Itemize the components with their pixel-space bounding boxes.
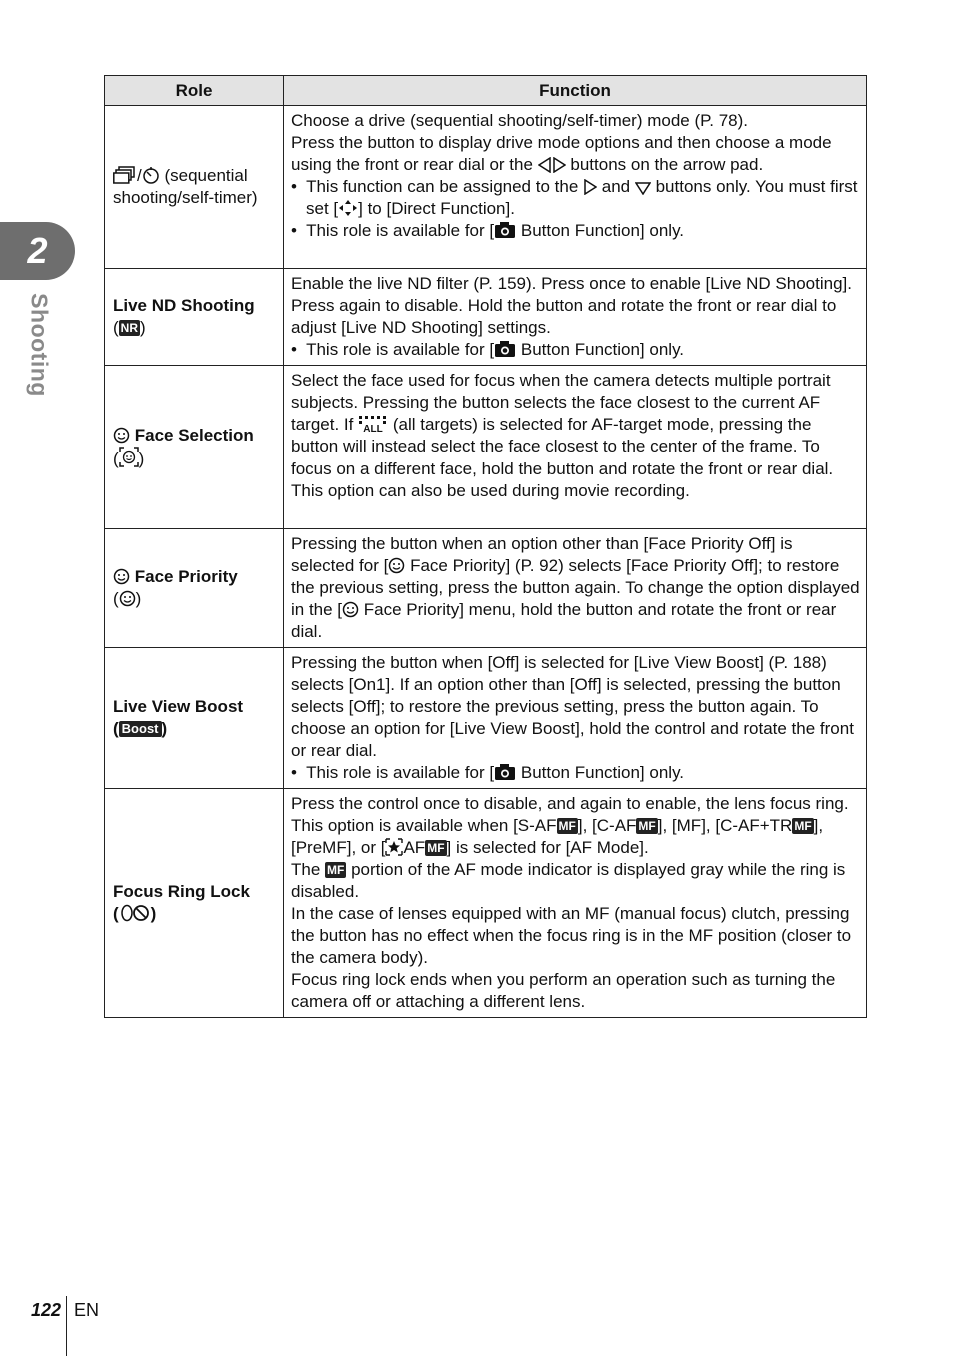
face-selection-icon (119, 447, 139, 467)
page-number: 122 (31, 1300, 62, 1320)
role-text: (sequential shooting/self-timer) (113, 166, 258, 207)
role-cell: Focus Ring Lock ( ) (105, 789, 284, 1018)
star-icon (385, 838, 403, 856)
table-row (105, 789, 867, 1018)
face-icon (388, 557, 405, 574)
role-cell: Live View Boost ( Boost ) (105, 648, 284, 789)
role-title: Face Selection (134, 425, 254, 445)
af-all-targets-icon (358, 415, 388, 433)
multi-selector-icon (338, 199, 358, 217)
arrow-left-icon (538, 157, 552, 173)
function-text: Press the button to display drive mode options and then choose a mode using the front or rear dial or the buttons on the arrow pad. (291, 133, 832, 174)
role-title: Focus Ring Lock (113, 882, 250, 901)
function-text: Pressing the button when an option other than [Face Priority Off] is selected for [ Face Priority] (P. 92) selects [Face Priority Off]; to restore the previous setting, press the button again. To change the option displayed in the [ Face Priority] menu, hold the button and rotate the front or rear dial. (291, 534, 860, 641)
table-row (105, 648, 867, 789)
focus-ring-lock-icon (119, 904, 151, 922)
role-cell: / (sequential shooting/self-timer) (105, 106, 284, 269)
function-cell (284, 789, 867, 1018)
function-cell (284, 529, 867, 648)
function-text: The MF portion of the AF mode indicator is displayed gray while the ring is disabled. (291, 860, 846, 901)
function-table (104, 75, 867, 1018)
role-title: Face Priority (134, 567, 238, 586)
face-icon (119, 590, 136, 607)
function-text: Enable the live ND filter (P. 159). Press once to enable [Live ND Shooting]. Press again to disable. Hold the button and rotate the front or rear dial to adjust [Live ND Shooting] settings. (291, 274, 852, 337)
table-row (105, 366, 867, 529)
nr-badge: NR (120, 321, 139, 335)
table-header-row (105, 76, 867, 106)
role-title: Live View Boost (113, 697, 244, 716)
self-timer-icon (142, 166, 160, 184)
function-text: In the case of lenses equipped with an MF (manual focus) clutch, pressing the button has no effect when the focus ring is in the MF position (closer to the camera body). (291, 904, 852, 967)
table-row (105, 529, 867, 648)
chapter-number: 2 (27, 230, 48, 271)
header-function: Function (284, 76, 867, 106)
function-text: Pressing the button when [Off] is selected for [Live View Boost] (P. 188) selects [On1]. If an option other than [Off] is selected, pressing the button selects [Off]; to restore the previous setting, press the button again. To choose an option for [Live View Boost], hold the control and rotate the front or rear dial. (291, 653, 854, 760)
mf-badge: MF (794, 819, 812, 833)
page-language: EN (74, 1300, 100, 1320)
camera-icon (494, 221, 516, 239)
face-icon (342, 601, 359, 618)
face-icon (113, 568, 130, 585)
camera-icon (494, 763, 516, 781)
svg-text:ALL: ALL (363, 424, 383, 433)
boost-badge: Boost (119, 721, 162, 737)
header-role: Role (105, 76, 284, 106)
role-cell: Live ND Shooting ( NR ) (105, 269, 284, 366)
mf-badge: MF (638, 819, 656, 833)
function-text: Press the control once to disable, and again to enable, the lens focus ring. This option is available when [S-AF MF ], [C-AF MF ], [MF], [C-AF+TR MF ], [PreMF], or [ AF MF ] is selected for [AF Mode]. (291, 794, 849, 857)
mf-badge: MF (558, 819, 576, 833)
table-row (105, 269, 867, 366)
function-cell (284, 106, 867, 269)
bullet-item: • This role is available for [ Button Function] only. (291, 340, 685, 359)
table-row (105, 106, 867, 269)
bullet-item: • This function can be assigned to the and buttons only. You must first set [ ] to [Direct Function]. (291, 177, 858, 218)
function-text: Focus ring lock ends when you perform an operation such as turning the camera off or attaching a different lens. (291, 970, 836, 1011)
bullet-item: • This role is available for [ Button Function] only. (291, 221, 685, 240)
role-title: Live ND Shooting (113, 296, 255, 315)
footer-divider (66, 1296, 67, 1356)
face-icon (113, 427, 130, 444)
bullet-item: • This role is available for [ Button Function] only. (291, 763, 685, 782)
camera-icon (494, 340, 516, 358)
arrow-right-icon (552, 157, 566, 173)
mf-badge: MF (327, 863, 345, 877)
function-cell (284, 648, 867, 789)
arrow-down-icon (635, 181, 651, 195)
function-text: Select the face used for focus when the camera detects multiple portrait subjects. Pressing the button selects the face closest to the current AF target. If ALL (all targets) is selected for AF-target mode, pressing the button will instead select the face closest to the center of the frame. To focus on a different face, hold the button and rotate the front or rear dial. This option can also be used during movie recording. (291, 371, 834, 500)
role-cell: Face Priority ( ) (105, 529, 284, 648)
arrow-right-icon (583, 179, 597, 195)
chapter-title: Shooting (26, 293, 53, 397)
role-cell: Face Selection ( ) (105, 366, 284, 529)
function-cell (284, 269, 867, 366)
function-text: Choose a drive (sequential shooting/self-timer) mode (P. 78). (291, 111, 749, 130)
mf-badge: MF (427, 841, 445, 855)
sequential-shooting-icon (113, 166, 137, 184)
function-cell (284, 366, 867, 529)
